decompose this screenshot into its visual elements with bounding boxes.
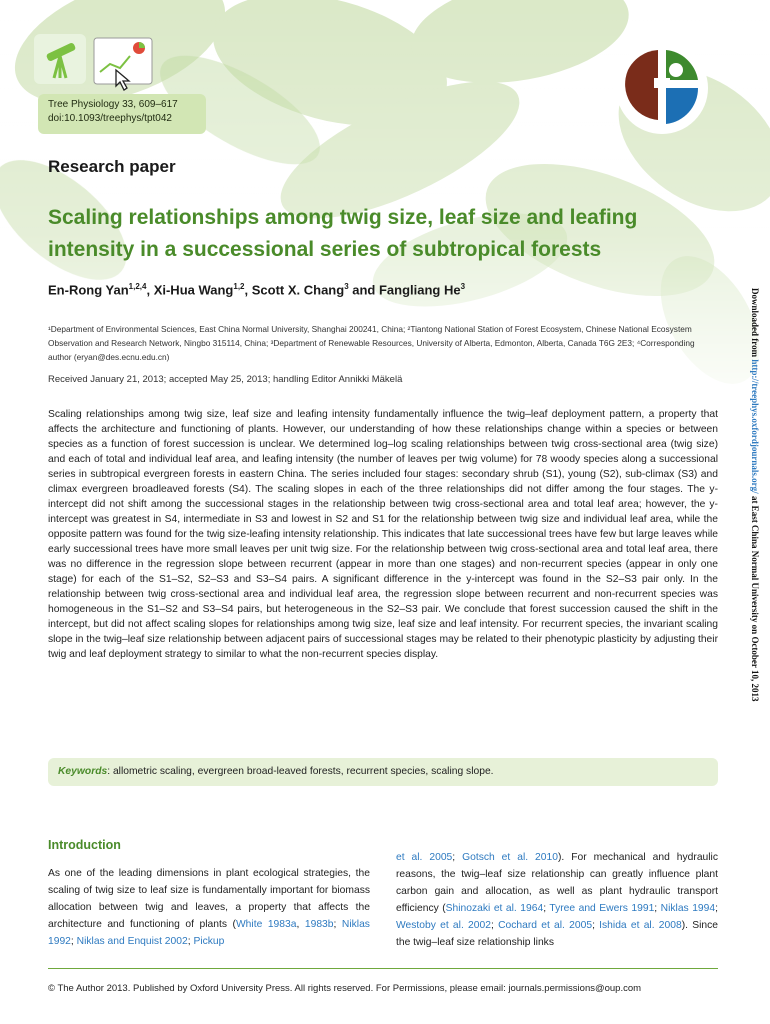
received-dates: Received January 21, 2013; accepted May 25, 2013; handling Editor Annikki Mäkelä [48, 374, 403, 385]
citation-link[interactable]: Shinozaki et al. 1964 [445, 903, 544, 914]
citation-separator: , [296, 919, 305, 930]
citation-link[interactable]: Cochard et al. 2005 [498, 920, 593, 931]
citation-link[interactable]: Niklas and Enquist 2002 [76, 936, 188, 947]
introduction-text: ). Since the twig–leaf size relationship links [396, 920, 718, 948]
citation-separator: ; [70, 936, 77, 947]
author-affiliation-marker: 1,2,4 [128, 282, 147, 291]
introduction-text: ). For mechanical and hydraulic reasons, the twig–leaf size relationship can greatly influence plant carbon gain and allocation, as well as plant hydraulic transport efficiency ( [396, 852, 718, 914]
citation-separator: ; [333, 919, 342, 930]
author-affiliation-marker: 1,2 [233, 282, 245, 291]
header-icons [34, 34, 164, 97]
citation-separator: ; [490, 920, 499, 931]
keywords-label: Keywords [58, 766, 108, 777]
citation-link[interactable]: Niklas 1992 [48, 919, 370, 947]
author-separator: , [244, 282, 252, 298]
abstract-text: Scaling relationships among twig size, leaf size and leafing intensity fundamentally influence the twig–leaf deployment pattern, a property that affects the architecture and functioning of plants. However, our understanding of how these relationships change within a species or between species as a function of forest succession is unclear. We determined log–log scaling relationships between twig cross-sectional area (twig size) and each of total and individual leaf area, and leafing intensity (the number of leaves per twig volume) for 78 woody species along a successional series in subtropical evergreen forests in eastern China. The series included four stages: secondary shrub (S1), young (S2), sub-climax (S3) and climax evergreen broadleaved forests (S4). The scaling slopes in each of the three relationships did not differ among the four stages. The y-intercept did not shift among the successional stages in the relationship between twig cross-sectional area and total leaf area; however, the y-intercept was greatest in S4, intermediate in S3 and lowest in S2 and S1 for the relationship between twig size and individual leaf area, while the opposite pattern was found for the twig size-leafing intensity relationship. This indicates that late successional trees have few but large leaves while early successional trees have more small leaves per unit twig size. For the relationship between twig cross-sectional area and total leaf area, there was no difference in the regression slope between recurrent (appear in more than one stages) and non-recurrent species (appear in only one stage) for each of the S1–S2, S2–S3 and S3–S4 pairs. A significant difference in the y-intercept was found in the S2–S3 pair only. In the relationship between twig cross-sectional area and individual leaf area, the regression slope between recurrent and non-recurrent species was homogeneous in the S1–S2 and S3–S4 pairs, but heterogeneous in the S2–S3 pair. We conclude that forest succession caused the shift in the intercept, but did not affect scaling slopes for relationships among twig size, leaf size and leaf intensity. For recurrent species, the invariant scaling slope in the twig–leaf size relationship between adjacent pairs of successional stages may be related to their phenotypic plasticity by adjusting their twig and leaf deployment strategy to similar to what the non-recurrent species display. [48, 409, 718, 660]
author-list [48, 282, 465, 297]
citation-link[interactable]: Pickup [193, 936, 225, 947]
introduction-column-1 [48, 865, 370, 950]
download-note-link[interactable]: http://treephys.oxfordjournals.org/ [750, 359, 760, 494]
citation-link[interactable]: Gotsch et al. 2010 [462, 852, 558, 863]
citation-separator: ; [452, 852, 463, 863]
citation-separator: ; [715, 903, 718, 914]
click-chart-icon [94, 38, 152, 90]
telescope-icon [34, 34, 86, 84]
download-note-prefix: Downloaded from [750, 288, 760, 360]
author-name: Scott X. Chang [251, 282, 345, 298]
download-note [750, 288, 760, 702]
download-note-suffix: at East China Normal University on October 10, 2013 [750, 493, 760, 702]
citation-separator: ; [654, 903, 661, 914]
footer-divider [48, 968, 718, 969]
citation-link[interactable]: White 1983a [235, 919, 297, 930]
introduction-column-2 [396, 849, 718, 951]
journal-volume: Tree Physiology 33, 609–617 [48, 99, 178, 110]
citation-link[interactable]: et al. 2005 [396, 852, 453, 863]
paper-title: Scaling relationships among twig size, leaf size and leafing intensity in a successional series of subtropical forests [48, 206, 638, 261]
paper-type-label: Research paper [48, 157, 176, 176]
author-affiliation-marker: 3 [460, 282, 466, 291]
author-separator: and [348, 282, 379, 298]
citation-separator: ; [543, 903, 550, 914]
keywords-text: : allometric scaling, evergreen broad-leaved forests, recurrent species, scaling slope. [107, 766, 494, 777]
keywords-box [48, 758, 718, 786]
citation-link[interactable]: Tyree and Ewers 1991 [549, 903, 655, 914]
citation-link[interactable]: Niklas 1994 [660, 903, 716, 914]
author-name: En-Rong Yan [48, 282, 129, 298]
citation-link[interactable]: 1983b [304, 919, 334, 930]
citation-link[interactable]: Ishida et al. 2008 [599, 920, 682, 931]
citation-separator: ; [187, 936, 194, 947]
journal-doi: doi:10.1093/treephys/tpt042 [48, 113, 172, 124]
author-name: Fangliang He [378, 282, 461, 298]
introduction-heading: Introduction [48, 838, 121, 852]
copyright-footer: © The Author 2013. Published by Oxford University Press. All rights reserved. For Permissions, please email: journals.permissions@oup.com [48, 983, 642, 994]
journal-citation-box [38, 94, 206, 134]
author-affiliation-marker: 3 [344, 282, 349, 291]
tree-physiology-logo [614, 40, 710, 136]
author-affiliations: ¹Department of Environmental Sciences, East China Normal University, Shanghai 200241, China; ²Tiantong National Station of Forest Ecosystem, Chinese National Ecosystem Observation and Research Network, Ningbo 315114, China; ³Department of Renewable Resources, University of Alberta, Edmonton, Alberta, Canada T6G 2E3; ⁴Corresponding author (eryan@des.ecnu.edu.cn) [48, 324, 695, 362]
citation-separator: ; [592, 920, 600, 931]
author-separator: , [146, 282, 154, 298]
introduction-text: As one of the leading dimensions in plant ecological strategies, the scaling of twig size to leaf size is fundamentally important for biomass allocation between twig and leaves, a property that affects the architecture and functioning of plants ( [48, 868, 370, 930]
citation-link[interactable]: Westoby et al. 2002 [396, 920, 491, 931]
author-name: Xi-Hua Wang [153, 282, 234, 298]
